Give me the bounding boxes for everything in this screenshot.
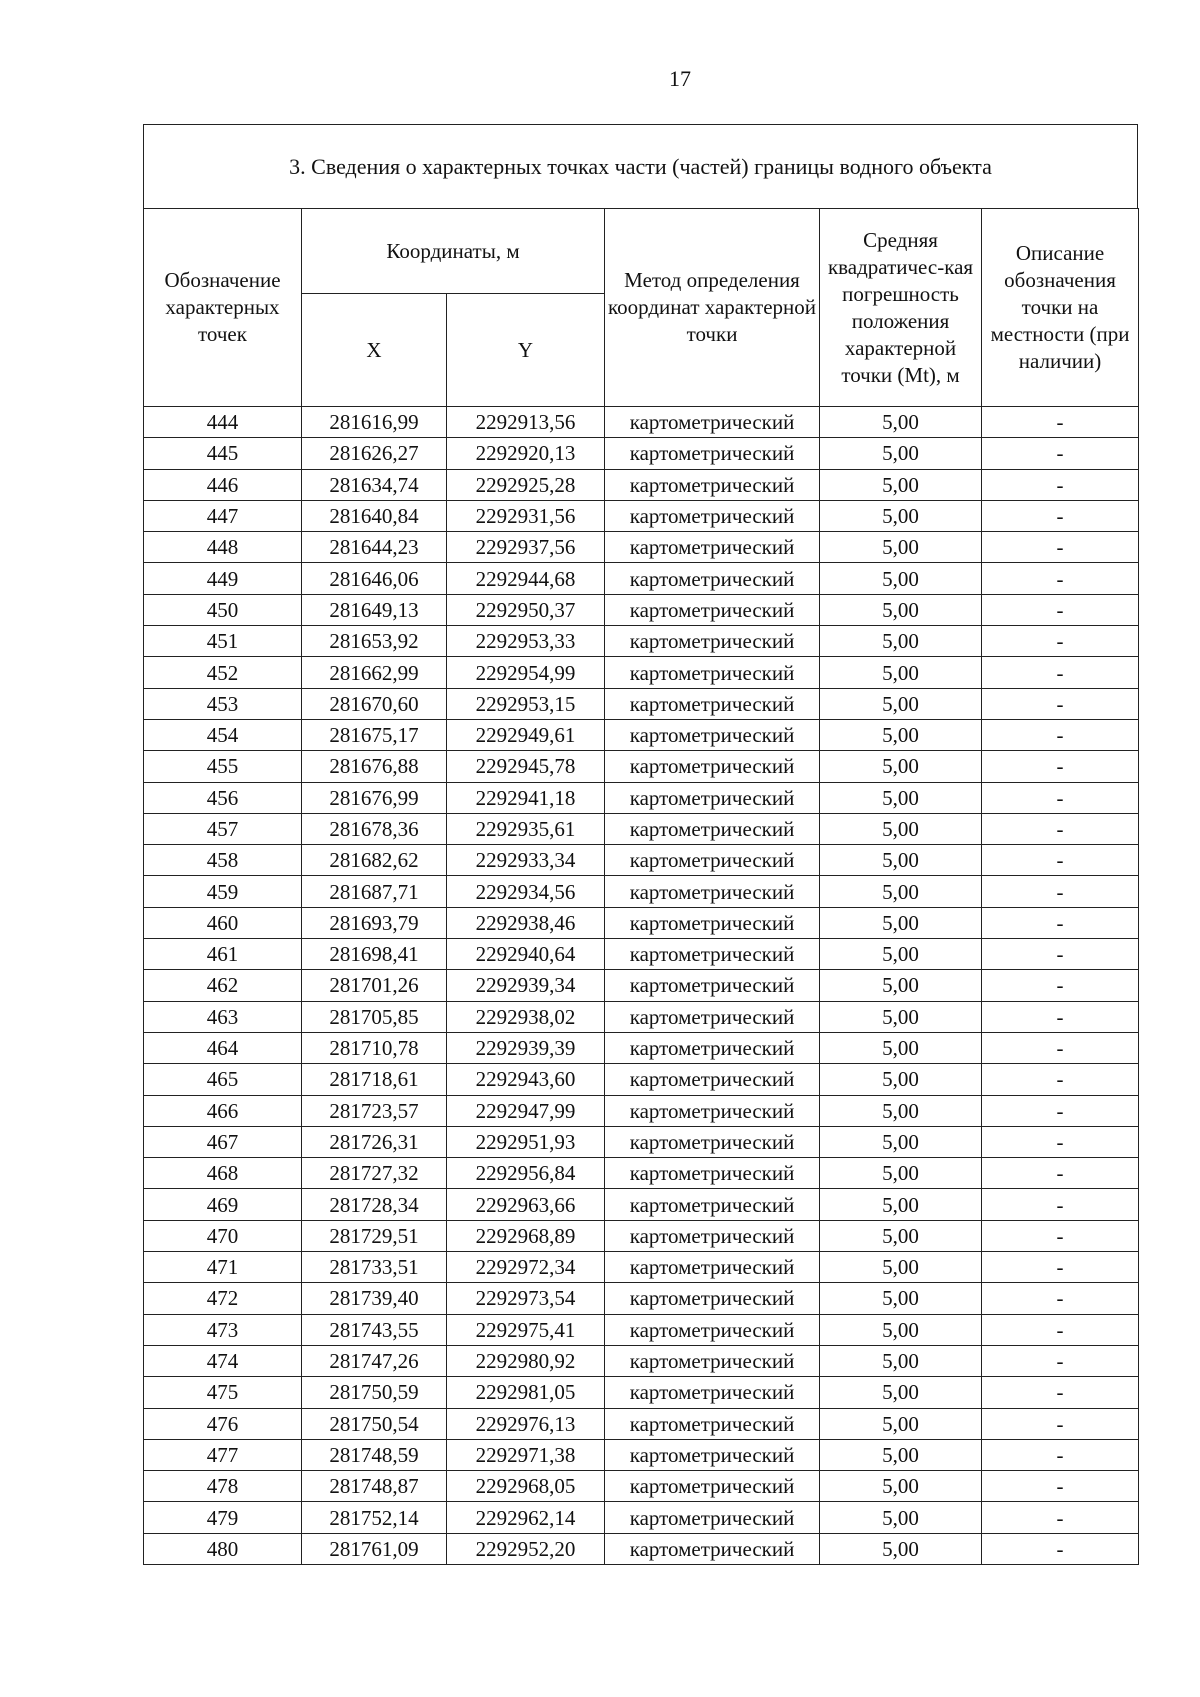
cell-x: 281678,36 (302, 813, 447, 844)
cell-point-number: 446 (144, 469, 302, 500)
table-row (144, 469, 1139, 500)
cell-error: 5,00 (820, 719, 982, 750)
table-row (144, 688, 1139, 719)
cell-point-number: 461 (144, 939, 302, 970)
table-row (144, 1533, 1139, 1564)
cell-method: картометрический (605, 407, 820, 438)
cell-error: 5,00 (820, 657, 982, 688)
cell-description: - (982, 1001, 1139, 1032)
table-row (144, 1220, 1139, 1251)
cell-x: 281733,51 (302, 1252, 447, 1283)
cell-method: картометрический (605, 1189, 820, 1220)
cell-method: картометрический (605, 939, 820, 970)
cell-description: - (982, 563, 1139, 594)
header-coordinates: Координаты, м (302, 209, 605, 294)
cell-x: 281701,26 (302, 970, 447, 1001)
table-row (144, 751, 1139, 782)
cell-description: - (982, 1345, 1139, 1376)
cell-x: 281723,57 (302, 1095, 447, 1126)
cell-y: 2292944,68 (447, 563, 605, 594)
cell-error: 5,00 (820, 939, 982, 970)
cell-y: 2292950,37 (447, 594, 605, 625)
cell-x: 281705,85 (302, 1001, 447, 1032)
table-row (144, 1064, 1139, 1095)
cell-method: картометрический (605, 500, 820, 531)
cell-x: 281644,23 (302, 532, 447, 563)
cell-description: - (982, 1439, 1139, 1470)
cell-x: 281728,34 (302, 1189, 447, 1220)
cell-point-number: 464 (144, 1032, 302, 1063)
cell-x: 281682,62 (302, 845, 447, 876)
table-row (144, 500, 1139, 531)
cell-error: 5,00 (820, 845, 982, 876)
cell-error: 5,00 (820, 688, 982, 719)
table-row (144, 907, 1139, 938)
table-row (144, 657, 1139, 688)
cell-method: картометрический (605, 626, 820, 657)
cell-error: 5,00 (820, 1314, 982, 1345)
table-row (144, 438, 1139, 469)
cell-point-number: 458 (144, 845, 302, 876)
cell-point-number: 469 (144, 1189, 302, 1220)
cell-description: - (982, 1158, 1139, 1189)
header-y: Y (447, 294, 605, 407)
cell-description: - (982, 1252, 1139, 1283)
cell-error: 5,00 (820, 751, 982, 782)
cell-description: - (982, 1533, 1139, 1564)
table-row (144, 563, 1139, 594)
cell-y: 2292981,05 (447, 1377, 605, 1408)
cell-description: - (982, 1095, 1139, 1126)
cell-y: 2292941,18 (447, 782, 605, 813)
table-row (144, 1345, 1139, 1376)
cell-y: 2292976,13 (447, 1408, 605, 1439)
cell-point-number: 447 (144, 500, 302, 531)
cell-method: картометрический (605, 1095, 820, 1126)
cell-point-number: 462 (144, 970, 302, 1001)
cell-method: картометрический (605, 688, 820, 719)
cell-point-number: 455 (144, 751, 302, 782)
table-row (144, 1314, 1139, 1345)
table-title: 3. Сведения о характерных точках части (частей) границы водного объекта (143, 124, 1138, 208)
cell-description: - (982, 407, 1139, 438)
cell-method: картометрический (605, 1502, 820, 1533)
cell-x: 281693,79 (302, 907, 447, 938)
cell-description: - (982, 1471, 1139, 1502)
cell-y: 2292945,78 (447, 751, 605, 782)
cell-method: картометрический (605, 563, 820, 594)
cell-x: 281748,87 (302, 1471, 447, 1502)
cell-description: - (982, 688, 1139, 719)
cell-y: 2292980,92 (447, 1345, 605, 1376)
cell-y: 2292939,34 (447, 970, 605, 1001)
cell-x: 281743,55 (302, 1314, 447, 1345)
cell-x: 281727,32 (302, 1158, 447, 1189)
cell-error: 5,00 (820, 1032, 982, 1063)
table-row (144, 532, 1139, 563)
cell-error: 5,00 (820, 626, 982, 657)
cell-method: картометрический (605, 1408, 820, 1439)
cell-method: картометрический (605, 1439, 820, 1470)
cell-error: 5,00 (820, 1189, 982, 1220)
cell-point-number: 476 (144, 1408, 302, 1439)
table-row (144, 1502, 1139, 1533)
cell-method: картометрический (605, 876, 820, 907)
cell-method: картометрический (605, 1252, 820, 1283)
document-sheet (143, 124, 1138, 1565)
cell-point-number: 465 (144, 1064, 302, 1095)
cell-y: 2292935,61 (447, 813, 605, 844)
cell-point-number: 445 (144, 438, 302, 469)
cell-y: 2292938,46 (447, 907, 605, 938)
cell-method: картометрический (605, 719, 820, 750)
cell-y: 2292934,56 (447, 876, 605, 907)
table-row (144, 1471, 1139, 1502)
cell-description: - (982, 782, 1139, 813)
header-point: Обозначение характерных точек (144, 209, 302, 407)
cell-y: 2292939,39 (447, 1032, 605, 1063)
table-row (144, 1032, 1139, 1063)
cell-error: 5,00 (820, 876, 982, 907)
cell-x: 281675,17 (302, 719, 447, 750)
cell-description: - (982, 1502, 1139, 1533)
cell-x: 281634,74 (302, 469, 447, 500)
cell-description: - (982, 1377, 1139, 1408)
cell-description: - (982, 1189, 1139, 1220)
cell-error: 5,00 (820, 500, 982, 531)
cell-y: 2292968,05 (447, 1471, 605, 1502)
table-row (144, 1252, 1139, 1283)
cell-x: 281649,13 (302, 594, 447, 625)
cell-method: картометрический (605, 1064, 820, 1095)
cell-error: 5,00 (820, 813, 982, 844)
cell-description: - (982, 845, 1139, 876)
cell-x: 281748,59 (302, 1439, 447, 1470)
cell-x: 281676,99 (302, 782, 447, 813)
cell-method: картометрический (605, 1126, 820, 1157)
table-row (144, 1158, 1139, 1189)
cell-x: 281640,84 (302, 500, 447, 531)
cell-method: картометрический (605, 813, 820, 844)
cell-y: 2292963,66 (447, 1189, 605, 1220)
cell-description: - (982, 970, 1139, 1001)
cell-method: картометрический (605, 1314, 820, 1345)
cell-description: - (982, 1126, 1139, 1157)
cell-point-number: 456 (144, 782, 302, 813)
cell-method: картометрический (605, 907, 820, 938)
cell-point-number: 479 (144, 1502, 302, 1533)
cell-y: 2292973,54 (447, 1283, 605, 1314)
cell-point-number: 470 (144, 1220, 302, 1251)
header-method: Метод определения координат характерной точки (605, 209, 820, 407)
cell-x: 281676,88 (302, 751, 447, 782)
cell-error: 5,00 (820, 1377, 982, 1408)
cell-method: картометрический (605, 1158, 820, 1189)
cell-description: - (982, 1220, 1139, 1251)
cell-x: 281752,14 (302, 1502, 447, 1533)
cell-x: 281646,06 (302, 563, 447, 594)
cell-description: - (982, 813, 1139, 844)
cell-error: 5,00 (820, 1283, 982, 1314)
cell-description: - (982, 532, 1139, 563)
cell-description: - (982, 1408, 1139, 1439)
cell-y: 2292952,20 (447, 1533, 605, 1564)
page-number: 17 (669, 66, 691, 91)
cell-y: 2292953,15 (447, 688, 605, 719)
cell-y: 2292971,38 (447, 1439, 605, 1470)
cell-point-number: 475 (144, 1377, 302, 1408)
cell-error: 5,00 (820, 782, 982, 813)
cell-y: 2292972,34 (447, 1252, 605, 1283)
cell-error: 5,00 (820, 563, 982, 594)
cell-point-number: 451 (144, 626, 302, 657)
cell-error: 5,00 (820, 438, 982, 469)
cell-point-number: 477 (144, 1439, 302, 1470)
cell-method: картометрический (605, 469, 820, 500)
cell-point-number: 480 (144, 1533, 302, 1564)
cell-method: картометрический (605, 438, 820, 469)
cell-y: 2292947,99 (447, 1095, 605, 1126)
cell-description: - (982, 751, 1139, 782)
cell-point-number: 452 (144, 657, 302, 688)
table-row (144, 782, 1139, 813)
table-row (144, 407, 1139, 438)
cell-y: 2292943,60 (447, 1064, 605, 1095)
cell-point-number: 463 (144, 1001, 302, 1032)
cell-method: картометрический (605, 657, 820, 688)
header-error: Средняя квадратичес-кая погрешность положения характерной точки (Mt), м (820, 209, 982, 407)
cell-y: 2292962,14 (447, 1502, 605, 1533)
cell-description: - (982, 907, 1139, 938)
cell-description: - (982, 1314, 1139, 1345)
cell-x: 281739,40 (302, 1283, 447, 1314)
cell-description: - (982, 876, 1139, 907)
cell-error: 5,00 (820, 1001, 982, 1032)
cell-y: 2292940,64 (447, 939, 605, 970)
cell-x: 281662,99 (302, 657, 447, 688)
table-row (144, 845, 1139, 876)
cell-method: картометрический (605, 1533, 820, 1564)
cell-point-number: 473 (144, 1314, 302, 1345)
cell-point-number: 449 (144, 563, 302, 594)
cell-description: - (982, 469, 1139, 500)
table-row (144, 1189, 1139, 1220)
cell-method: картометрический (605, 1377, 820, 1408)
table-row (144, 1095, 1139, 1126)
cell-point-number: 457 (144, 813, 302, 844)
cell-point-number: 474 (144, 1345, 302, 1376)
cell-description: - (982, 719, 1139, 750)
cell-error: 5,00 (820, 594, 982, 625)
cell-method: картометрический (605, 532, 820, 563)
cell-error: 5,00 (820, 1220, 982, 1251)
cell-error: 5,00 (820, 1533, 982, 1564)
table-row (144, 813, 1139, 844)
table-row (144, 719, 1139, 750)
cell-error: 5,00 (820, 1095, 982, 1126)
cell-error: 5,00 (820, 532, 982, 563)
table-row (144, 1001, 1139, 1032)
cell-description: - (982, 594, 1139, 625)
cell-method: картометрический (605, 970, 820, 1001)
cell-method: картометрический (605, 782, 820, 813)
cell-x: 281687,71 (302, 876, 447, 907)
cell-point-number: 478 (144, 1471, 302, 1502)
cell-error: 5,00 (820, 469, 982, 500)
cell-point-number: 448 (144, 532, 302, 563)
cell-description: - (982, 939, 1139, 970)
cell-point-number: 468 (144, 1158, 302, 1189)
cell-x: 281698,41 (302, 939, 447, 970)
cell-y: 2292938,02 (447, 1001, 605, 1032)
table-row (144, 626, 1139, 657)
cell-description: - (982, 500, 1139, 531)
cell-y: 2292951,93 (447, 1126, 605, 1157)
cell-point-number: 454 (144, 719, 302, 750)
cell-method: картометрический (605, 594, 820, 625)
cell-y: 2292968,89 (447, 1220, 605, 1251)
cell-y: 2292949,61 (447, 719, 605, 750)
cell-x: 281653,92 (302, 626, 447, 657)
cell-error: 5,00 (820, 1408, 982, 1439)
cell-method: картометрический (605, 1220, 820, 1251)
cell-error: 5,00 (820, 1064, 982, 1095)
table-row (144, 1126, 1139, 1157)
cell-error: 5,00 (820, 970, 982, 1001)
cell-y: 2292975,41 (447, 1314, 605, 1345)
cell-x: 281761,09 (302, 1533, 447, 1564)
cell-description: - (982, 438, 1139, 469)
cell-point-number: 466 (144, 1095, 302, 1126)
cell-error: 5,00 (820, 1345, 982, 1376)
cell-description: - (982, 657, 1139, 688)
cell-method: картометрический (605, 1471, 820, 1502)
cell-error: 5,00 (820, 1502, 982, 1533)
cell-description: - (982, 1064, 1139, 1095)
cell-x: 281710,78 (302, 1032, 447, 1063)
cell-x: 281729,51 (302, 1220, 447, 1251)
cell-y: 2292956,84 (447, 1158, 605, 1189)
table-row (144, 876, 1139, 907)
table-row (144, 1408, 1139, 1439)
cell-method: картометрический (605, 751, 820, 782)
cell-error: 5,00 (820, 1158, 982, 1189)
cell-method: картометрический (605, 1283, 820, 1314)
table-row (144, 1439, 1139, 1470)
cell-y: 2292954,99 (447, 657, 605, 688)
cell-x: 281750,54 (302, 1408, 447, 1439)
cell-x: 281670,60 (302, 688, 447, 719)
cell-error: 5,00 (820, 1126, 982, 1157)
cell-method: картометрический (605, 1345, 820, 1376)
header-description: Описание обозначения точки на местности (при наличии) (982, 209, 1139, 407)
cell-description: - (982, 1032, 1139, 1063)
cell-y: 2292920,13 (447, 438, 605, 469)
table-row (144, 1283, 1139, 1314)
header-x: X (302, 294, 447, 407)
cell-x: 281747,26 (302, 1345, 447, 1376)
cell-method: картометрический (605, 1001, 820, 1032)
cell-error: 5,00 (820, 1252, 982, 1283)
cell-y: 2292913,56 (447, 407, 605, 438)
table-row (144, 970, 1139, 1001)
cell-error: 5,00 (820, 407, 982, 438)
cell-error: 5,00 (820, 907, 982, 938)
cell-point-number: 444 (144, 407, 302, 438)
table-row (144, 594, 1139, 625)
cell-point-number: 471 (144, 1252, 302, 1283)
cell-description: - (982, 626, 1139, 657)
cell-x: 281626,27 (302, 438, 447, 469)
cell-method: картометрический (605, 845, 820, 876)
cell-y: 2292933,34 (447, 845, 605, 876)
coordinates-table (143, 208, 1139, 1565)
cell-x: 281726,31 (302, 1126, 447, 1157)
cell-point-number: 460 (144, 907, 302, 938)
cell-y: 2292937,56 (447, 532, 605, 563)
cell-description: - (982, 1283, 1139, 1314)
cell-point-number: 472 (144, 1283, 302, 1314)
cell-x: 281718,61 (302, 1064, 447, 1095)
cell-x: 281616,99 (302, 407, 447, 438)
cell-point-number: 450 (144, 594, 302, 625)
cell-x: 281750,59 (302, 1377, 447, 1408)
cell-y: 2292931,56 (447, 500, 605, 531)
cell-y: 2292953,33 (447, 626, 605, 657)
cell-point-number: 453 (144, 688, 302, 719)
cell-point-number: 467 (144, 1126, 302, 1157)
table-row (144, 1377, 1139, 1408)
table-body (144, 407, 1139, 1565)
cell-y: 2292925,28 (447, 469, 605, 500)
cell-point-number: 459 (144, 876, 302, 907)
cell-method: картометрический (605, 1032, 820, 1063)
cell-error: 5,00 (820, 1471, 982, 1502)
cell-error: 5,00 (820, 1439, 982, 1470)
table-row (144, 939, 1139, 970)
